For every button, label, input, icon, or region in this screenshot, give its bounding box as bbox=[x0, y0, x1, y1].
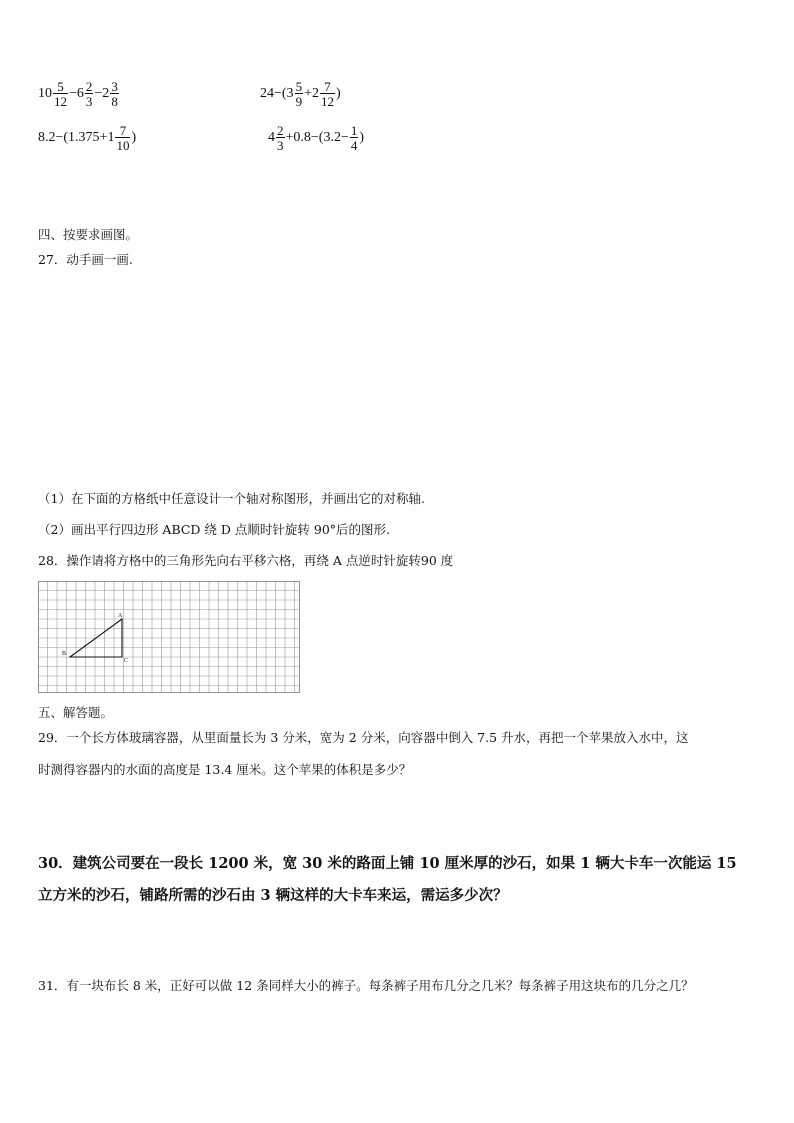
calc-1-whole: 10 bbox=[38, 86, 52, 102]
grid-lines bbox=[38, 581, 300, 693]
label-b: B bbox=[62, 651, 67, 657]
calc-1-frac-2: $\frac{2}{3}$ bbox=[85, 79, 93, 109]
q27-sub1: （1）在下面的方格纸中任意设计一个轴对称图形，并画出它的对称轴. bbox=[38, 491, 425, 506]
calc-item-4: 4 $\frac{2}{3}$ +0.8−(3.2− $\frac{1}{4}$ ) bbox=[268, 123, 365, 153]
calc-item-2: 24−(3 $\frac{5}{9}$ +2 $\frac{7}{12}$ ) bbox=[260, 79, 341, 109]
calc-2-frac-1: $\frac{5}{9}$ bbox=[295, 79, 303, 109]
calc-1-frac-1: $\frac{5}{12}$ bbox=[54, 79, 67, 109]
q31-line1: 31．有一块布长 8 米，正好可以做 12 条同样大小的裤子。每条裤子用布几分之几米？每条裤子用这块布的几分之几？ bbox=[38, 978, 694, 993]
q30-line1: 30．建筑公司要在一段长 1200 米，宽 30 米的路面上铺 10 厘米厚的沙石，如果 1 辆大卡车一次能运 15 bbox=[38, 855, 737, 872]
calc-4-frac-1: $\frac{2}{3}$ bbox=[277, 123, 284, 153]
q28-grid-figure bbox=[38, 581, 300, 693]
calc-3-frac-1: $\frac{7}{10}$ bbox=[116, 123, 130, 153]
q29-line2: 时测得容器内的水面的高度是 13.4 厘米。这个苹果的体积是多少？ bbox=[38, 762, 412, 777]
q28-title: 28．操作请将方格中的三角形先向右平移六格，再绕 A 点逆时针旋转90 度 bbox=[38, 553, 454, 568]
label-a: A bbox=[118, 613, 123, 619]
calc-1-frac-3: $\frac{3}{8}$ bbox=[111, 79, 118, 109]
calc-2-frac-2: $\frac{7}{12}$ bbox=[320, 79, 334, 109]
q27-sub2: （2）画出平行四边形 ABCD 绕 D 点顺时针旋转 90°后的图形. bbox=[38, 522, 391, 537]
label-c: C bbox=[124, 658, 129, 664]
q27-title: 27．动手画一画. bbox=[38, 252, 133, 267]
q30-line2: 立方米的沙石，铺路所需的沙石由 3 辆这样的大卡车来运，需运多少次？ bbox=[38, 887, 508, 904]
calc-4-frac-2: $\frac{1}{4}$ bbox=[350, 123, 358, 153]
section-4-title: 四、按要求画图。 bbox=[38, 227, 139, 242]
calc-item-1: 10 $\frac{5}{12}$ −6 $\frac{2}{3}$ −2 $\frac{3}{8}$ bbox=[38, 79, 118, 109]
section-5-title: 五、解答题。 bbox=[38, 705, 114, 720]
calc-item-3: 8.2−(1.375+1 $\frac{7}{10}$ ) bbox=[38, 123, 137, 153]
q29-line1: 29．一个长方体玻璃容器，从里面量长为 3 分米，宽为 2 分米，向容器中倒入 7.5 升水，再把一个苹果放入水中，这 bbox=[38, 730, 689, 745]
